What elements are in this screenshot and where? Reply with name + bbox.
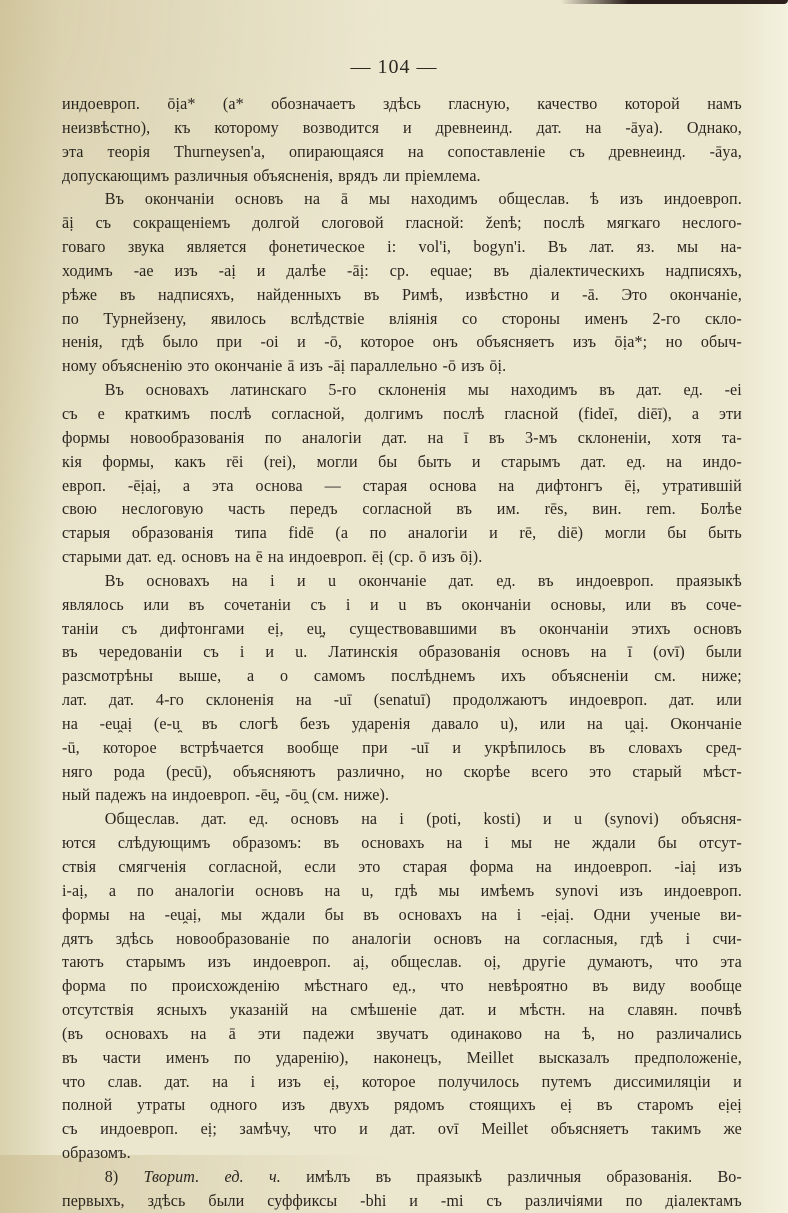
text-line — [62, 1165, 742, 1189]
text-line: (въ основахъ на ā эти падежи звучатъ одинаково на ѣ, но различались — [62, 1023, 742, 1043]
text-line: допускающимъ различныя объясненія, врядъ ли пріемлема. — [62, 165, 481, 185]
text-line: таютъ старымъ изъ индоевроп. aị, общеслав. oị, другіе думаютъ, что эта — [62, 952, 742, 972]
text-line: Общеслав. дат. ед. основъ на i (poti, kosti) и u (synovi) объясня- — [104, 809, 742, 829]
text-line: съ e краткимъ послѣ согласной, долгимъ послѣ гласной (fideī, diēī), а эти — [62, 403, 742, 423]
text-line: ный падежъ на индоевроп. -ēu̯, -ōu̯ (см. ниже). — [62, 785, 390, 805]
text-line: ются слѣдующимъ образомъ: въ основахъ на i мы не ждали бы отсут- — [62, 833, 742, 853]
text-line: кія формы, какъ rēi (rei), могли бы быть и старымъ дат. ед. на индо- — [62, 451, 742, 471]
text-line: ствія смягченія согласной, если это старая форма на индоевроп. -iaị изъ — [62, 857, 742, 876]
text-line: Въ основахъ латинскаго 5-го склоненія мы находимъ въ дат. ед. -ei — [104, 380, 742, 400]
body-text — [62, 92, 742, 1213]
text-line: въ части именъ по ударенію), наконецъ, Meillet высказалъ предположеніе, — [62, 1047, 742, 1067]
text-line: таніи съ дифтонгами eị, eu̯, существовавшими въ окончаніи этихъ основъ — [62, 618, 742, 638]
text-line: формы на -eu̯aị, мы ждали бы въ основахъ на i -eịaị. Одни ученые ви- — [62, 904, 742, 924]
text-line: европ. -ēịaị, а эта основа — старая основа на дифтонгъ ēị, утратившій — [62, 475, 742, 495]
text-line: лат. дат. 4-го склоненія на -uī (senatuī) продолжаютъ индоевроп. дат. или — [62, 690, 742, 710]
text-line: являлось или въ сочетаніи съ i и u въ окончаніи основы, или въ соче- — [62, 594, 742, 614]
text-line: полной утраты одного изъ двухъ рядомъ стоящихъ eị въ старомъ eịeị — [62, 1095, 742, 1115]
text-line: ходимъ -ae изъ -aị и далѣе -āị: ср. equae; въ діалектическихъ надписяхъ, — [62, 260, 742, 280]
text-line: говаго звука является фонетическое i: vol'i, bogyn'i. Въ лат. яз. мы на- — [62, 237, 742, 257]
section-number: 8) — [104, 1166, 119, 1186]
text-line: ненія, гдѣ было при -oi и -ō, которое онъ объясняетъ изъ ōịa*; но обыч- — [62, 332, 742, 352]
text-line: разсмотрѣны выше, а о самомъ послѣднемъ ихъ объясненіи см. ниже; — [62, 666, 742, 686]
text-line: отсутствія ясныхъ указаній на смѣшеніе дат. и мѣстн. на славян. почвѣ — [62, 1000, 742, 1020]
scan-edge-shadow — [560, 0, 788, 4]
text-line: на -eu̯aị (e-u̯ въ слогѣ безъ ударенія давало u), или на u̯aị. Окончаніе — [62, 713, 742, 733]
page-number: — 104 — — [350, 56, 438, 78]
text-line: индоевроп. ōịa* (a* обозначаетъ здѣсь гласную, качество которой намъ — [62, 94, 742, 113]
text-line: старыми дат. ед. основъ на ē на индоевроп. ēị (ср. ō изъ ōị). — [62, 547, 483, 567]
text-line: въ чередованіи съ i и u. Латинскія образованія основъ на ī (ovī) были — [62, 642, 742, 662]
text-line: что слав. дат. на i изъ eị, которое получилось путемъ диссимиляціи и — [62, 1071, 742, 1091]
text-line: свою неслоговую часть передъ согласной въ им. rēs, вин. rem. Болѣе — [62, 499, 742, 519]
text-line: эта теорія Thurneysen'a, опирающаяся на сопоставленіе съ древнеинд. -āya, — [62, 141, 742, 161]
text-line: съ индоевроп. eị; замѣчу, что и дат. ovī Meillet объясняетъ такимъ же — [62, 1119, 742, 1139]
text-line: неизвѣстно), къ которому возводится и древнеинд. дат. на -āya). Однако, — [62, 117, 742, 137]
text-line: первыхъ, здѣсь были суффиксы -bhi и -mi съ различіями по діалектамъ — [62, 1190, 742, 1210]
text-line: Въ основахъ на i и u окончаніе дат. ед. въ индоевроп. праязыкѣ — [104, 570, 742, 590]
section-heading-italic: Творит. ед. ч. — [143, 1166, 281, 1186]
text-line: i-aị, а по аналогіи основъ на u, гдѣ мы имѣемъ synovi изъ индоевроп. — [62, 880, 742, 900]
text-line: -ū, которое встрѣчается вообще при -uī и укрѣпилось въ словахъ сред- — [62, 737, 742, 757]
text-line: āị съ сокращеніемъ долгой слоговой гласной: ženѣ; послѣ мягкаго неслого- — [62, 213, 742, 233]
text-line: няго рода (pecū), объясняютъ различно, но скорѣе всего это старый мѣст- — [62, 761, 742, 781]
text-line: образомъ. — [62, 1143, 131, 1163]
text-line: рѣже въ надписяхъ, найденныхъ въ Римѣ, извѣстно и -ā. Это окончаніе, — [62, 284, 742, 304]
text-line: по Турнейзену, явилось вслѣдствіе вліянія со стороны именъ 2-го скло- — [62, 308, 742, 328]
text-line: формы новообразованія по аналогіи дат. на ī въ 3-мъ склоненіи, хотя та- — [62, 427, 742, 447]
section-heading-rest: имѣлъ въ праязыкѣ различныя образованія. Во- — [306, 1166, 742, 1186]
text-line: форма по происхожденію мѣстнаго ед., что невѣроятно въ виду вообще — [62, 976, 742, 996]
text-line: ному объясненію это окончаніе ā изъ -āị параллельно -ō изъ ōị. — [62, 356, 507, 376]
text-line: Въ окончаніи основъ на ā мы находимъ общеслав. ѣ изъ индоевроп. — [104, 189, 742, 209]
text-line: дятъ здѣсь новообразованіе по аналогіи основъ на согласныя, гдѣ i счи- — [62, 928, 742, 948]
text-line: старыя образованія типа fidē (а по аналогіи и rē, diē) могли бы быть — [62, 523, 742, 543]
